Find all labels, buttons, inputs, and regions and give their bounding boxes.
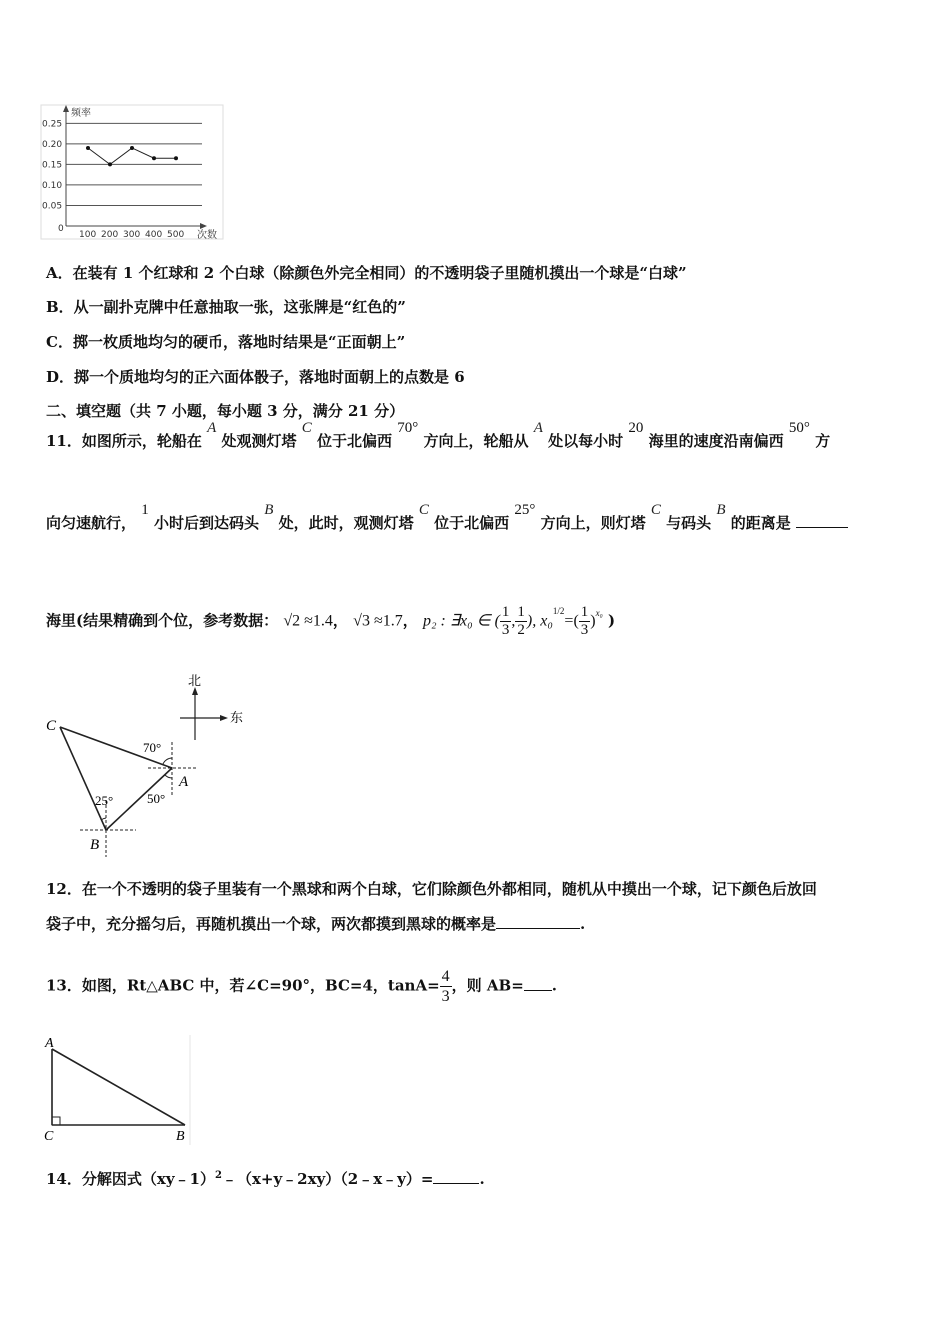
p2-statement: p₂ : ∃x₀ ∈ ( — [422, 612, 500, 630]
y-tick-label: 0.10 — [42, 180, 63, 191]
frac-num: 4 — [441, 968, 450, 985]
compass-east-arrow — [220, 715, 228, 721]
frac-num: 1 — [517, 604, 525, 620]
point-b: B — [716, 502, 726, 518]
q14-end: . — [479, 1170, 485, 1188]
x0-term: ), x₀ — [526, 612, 553, 630]
q13-text: 13．如图，Rt△ABC 中，若∠C=90°，BC=4，tanA= — [46, 976, 440, 995]
right-triangle-figure — [40, 1035, 195, 1147]
q14-text: ﹣（x+y﹣2xy）（2﹣x﹣y）= — [221, 1170, 434, 1188]
series-line — [88, 148, 176, 164]
frac-num: 1 — [580, 604, 589, 620]
frac-num: 1 — [501, 604, 510, 620]
comma: , — [511, 612, 516, 630]
q11-text: 处，此时，观测灯塔 — [278, 514, 414, 532]
frac-den: 3 — [501, 622, 510, 638]
x-tick-label: 400 — [145, 230, 163, 240]
q11-text: 的距离是 — [730, 514, 791, 532]
paren: ) — [590, 612, 596, 630]
q11-text: 位于北偏西 — [317, 432, 393, 450]
label-a: A — [179, 774, 189, 790]
q11-text: 处以每小时 — [548, 432, 624, 450]
data-point — [86, 146, 90, 150]
fraction-1-3 — [500, 604, 512, 639]
data-point — [108, 162, 112, 166]
right-angle-mark — [52, 1117, 60, 1125]
q11-text: 方向上，则灯塔 — [540, 514, 646, 532]
q13-end: . — [551, 976, 558, 995]
angle-50: 50° — [788, 420, 810, 436]
q11-text: 与码头 — [666, 514, 712, 532]
east-label: 东 — [230, 711, 244, 726]
label-25: 25° — [95, 793, 114, 808]
chart-frame — [41, 105, 223, 239]
answer-blank — [496, 914, 580, 929]
answer-blank — [524, 976, 552, 991]
angle-25: 25° — [514, 502, 536, 518]
angle-arc-25 — [101, 818, 106, 820]
label-a: A — [45, 1036, 54, 1051]
q11-line3 — [46, 604, 615, 639]
q14-line — [46, 1168, 485, 1189]
separator: ， — [402, 611, 418, 630]
label-70: 70° — [143, 740, 162, 755]
origin-label: 0 — [58, 224, 64, 234]
q12-line1: 12．在一个不透明的袋子里装有一个黑球和两个白球，它们除颜色外都相同，随机从中摸出一个球，记下颜色后放回 — [46, 880, 817, 898]
point-c: C — [301, 420, 312, 436]
q11-text: 海里的速度沿南偏西 — [648, 432, 784, 450]
y-tick-label: 0.15 — [42, 160, 63, 171]
north-label: 北 — [188, 674, 202, 689]
q11-text: 11．如图所示，轮船在 — [46, 432, 202, 450]
y-tick-label: 0.25 — [42, 119, 63, 130]
q12-text: 袋子中，充分摇匀后，再随机摸出一个球，两次都摸到黑球的概率是 — [46, 915, 497, 933]
y-tick-label: 0.05 — [42, 201, 63, 212]
fraction-1-3 — [579, 604, 591, 639]
x-tick-label: 200 — [101, 230, 119, 240]
data-point — [152, 156, 156, 160]
frac-den: 3 — [580, 622, 589, 638]
segment-cb — [60, 727, 106, 830]
side-ab — [52, 1049, 185, 1125]
point-c: C — [650, 502, 661, 518]
navigation-figure — [40, 672, 260, 862]
data-point — [130, 146, 134, 150]
close-paren: ) — [607, 611, 616, 630]
frac-den: 2 — [517, 622, 525, 638]
option-a: A．在装有 1 个红球和 2 个白球（除颜色外完全相同）的不透明袋子里随机摸出一个球是“白球” — [46, 264, 687, 282]
angle-arc-50 — [165, 775, 172, 778]
q11-text: 方 — [815, 432, 831, 450]
label-b: B — [90, 837, 100, 853]
answer-blank — [796, 513, 848, 528]
x-axis-arrow — [200, 223, 207, 229]
q14-text: 14．分解因式（xy﹣1） — [46, 1170, 215, 1188]
point-b: B — [264, 502, 274, 518]
q11-text: 方向上，轮船从 — [423, 432, 529, 450]
q11-text: 位于北偏西 — [434, 514, 510, 532]
speed-20: 20 — [628, 420, 644, 436]
equals: =( — [564, 612, 579, 630]
y-axis-label: 频率 — [71, 108, 91, 119]
q11-text: 海里(结果精确到个位，参考数据： — [46, 611, 279, 630]
frequency-chart — [40, 103, 225, 243]
point-c: C — [418, 502, 429, 518]
x-axis-label: 次数 — [197, 230, 217, 241]
data-point — [174, 156, 178, 160]
label-c: C — [46, 718, 57, 734]
q13-line — [46, 967, 557, 1006]
label-b: B — [176, 1129, 185, 1144]
label-50: 50° — [147, 791, 166, 806]
q12-line2 — [46, 913, 585, 934]
q11-text: 向匀速航行， — [46, 514, 137, 532]
square-exponent: 2 — [214, 1170, 222, 1181]
exponent-x0: x₀ — [595, 607, 603, 618]
q11-text: 处观测灯塔 — [221, 432, 297, 450]
option-c: C．掷一枚质地均匀的硬币，落地时结果是“正面朝上” — [46, 333, 406, 351]
x-tick-label: 100 — [79, 230, 97, 240]
angle-arc-70 — [163, 758, 172, 764]
sqrt2-approx: √2 ≈1.4 — [283, 612, 333, 630]
x-tick-label: 500 — [167, 230, 185, 240]
q13-text: ，则 AB= — [451, 976, 524, 995]
exponent-half: 1/2 — [552, 605, 565, 616]
section-header: 二、填空题（共 7 小题，每小题 3 分，满分 21 分） — [46, 402, 405, 420]
answer-blank — [433, 1169, 479, 1184]
q11-line2 — [46, 502, 848, 533]
x-tick-label: 300 — [123, 230, 141, 240]
fraction-4-3 — [440, 967, 452, 1006]
fraction-1-2 — [515, 604, 527, 639]
point-a: A — [207, 420, 217, 436]
q11-line1 — [46, 420, 831, 451]
angle-70: 70° — [397, 420, 419, 436]
q12-end: . — [580, 915, 586, 933]
sqrt3-approx: √3 ≈1.7 — [353, 612, 403, 630]
point-a: A — [533, 420, 543, 436]
option-d: D．掷一个质地均匀的正六面体骰子，落地时面朝上的点数是 6 — [46, 368, 465, 386]
frac-den: 3 — [441, 988, 450, 1005]
q11-text: 小时后到达码头 — [153, 514, 259, 532]
hours-1: 1 — [141, 502, 149, 518]
y-axis-arrow — [63, 105, 69, 112]
label-c: C — [44, 1129, 54, 1144]
y-tick-label: 0.20 — [42, 139, 63, 150]
separator: ， — [332, 611, 348, 630]
option-b: B．从一副扑克牌中任意抽取一张，这张牌是“红色的” — [46, 298, 406, 316]
